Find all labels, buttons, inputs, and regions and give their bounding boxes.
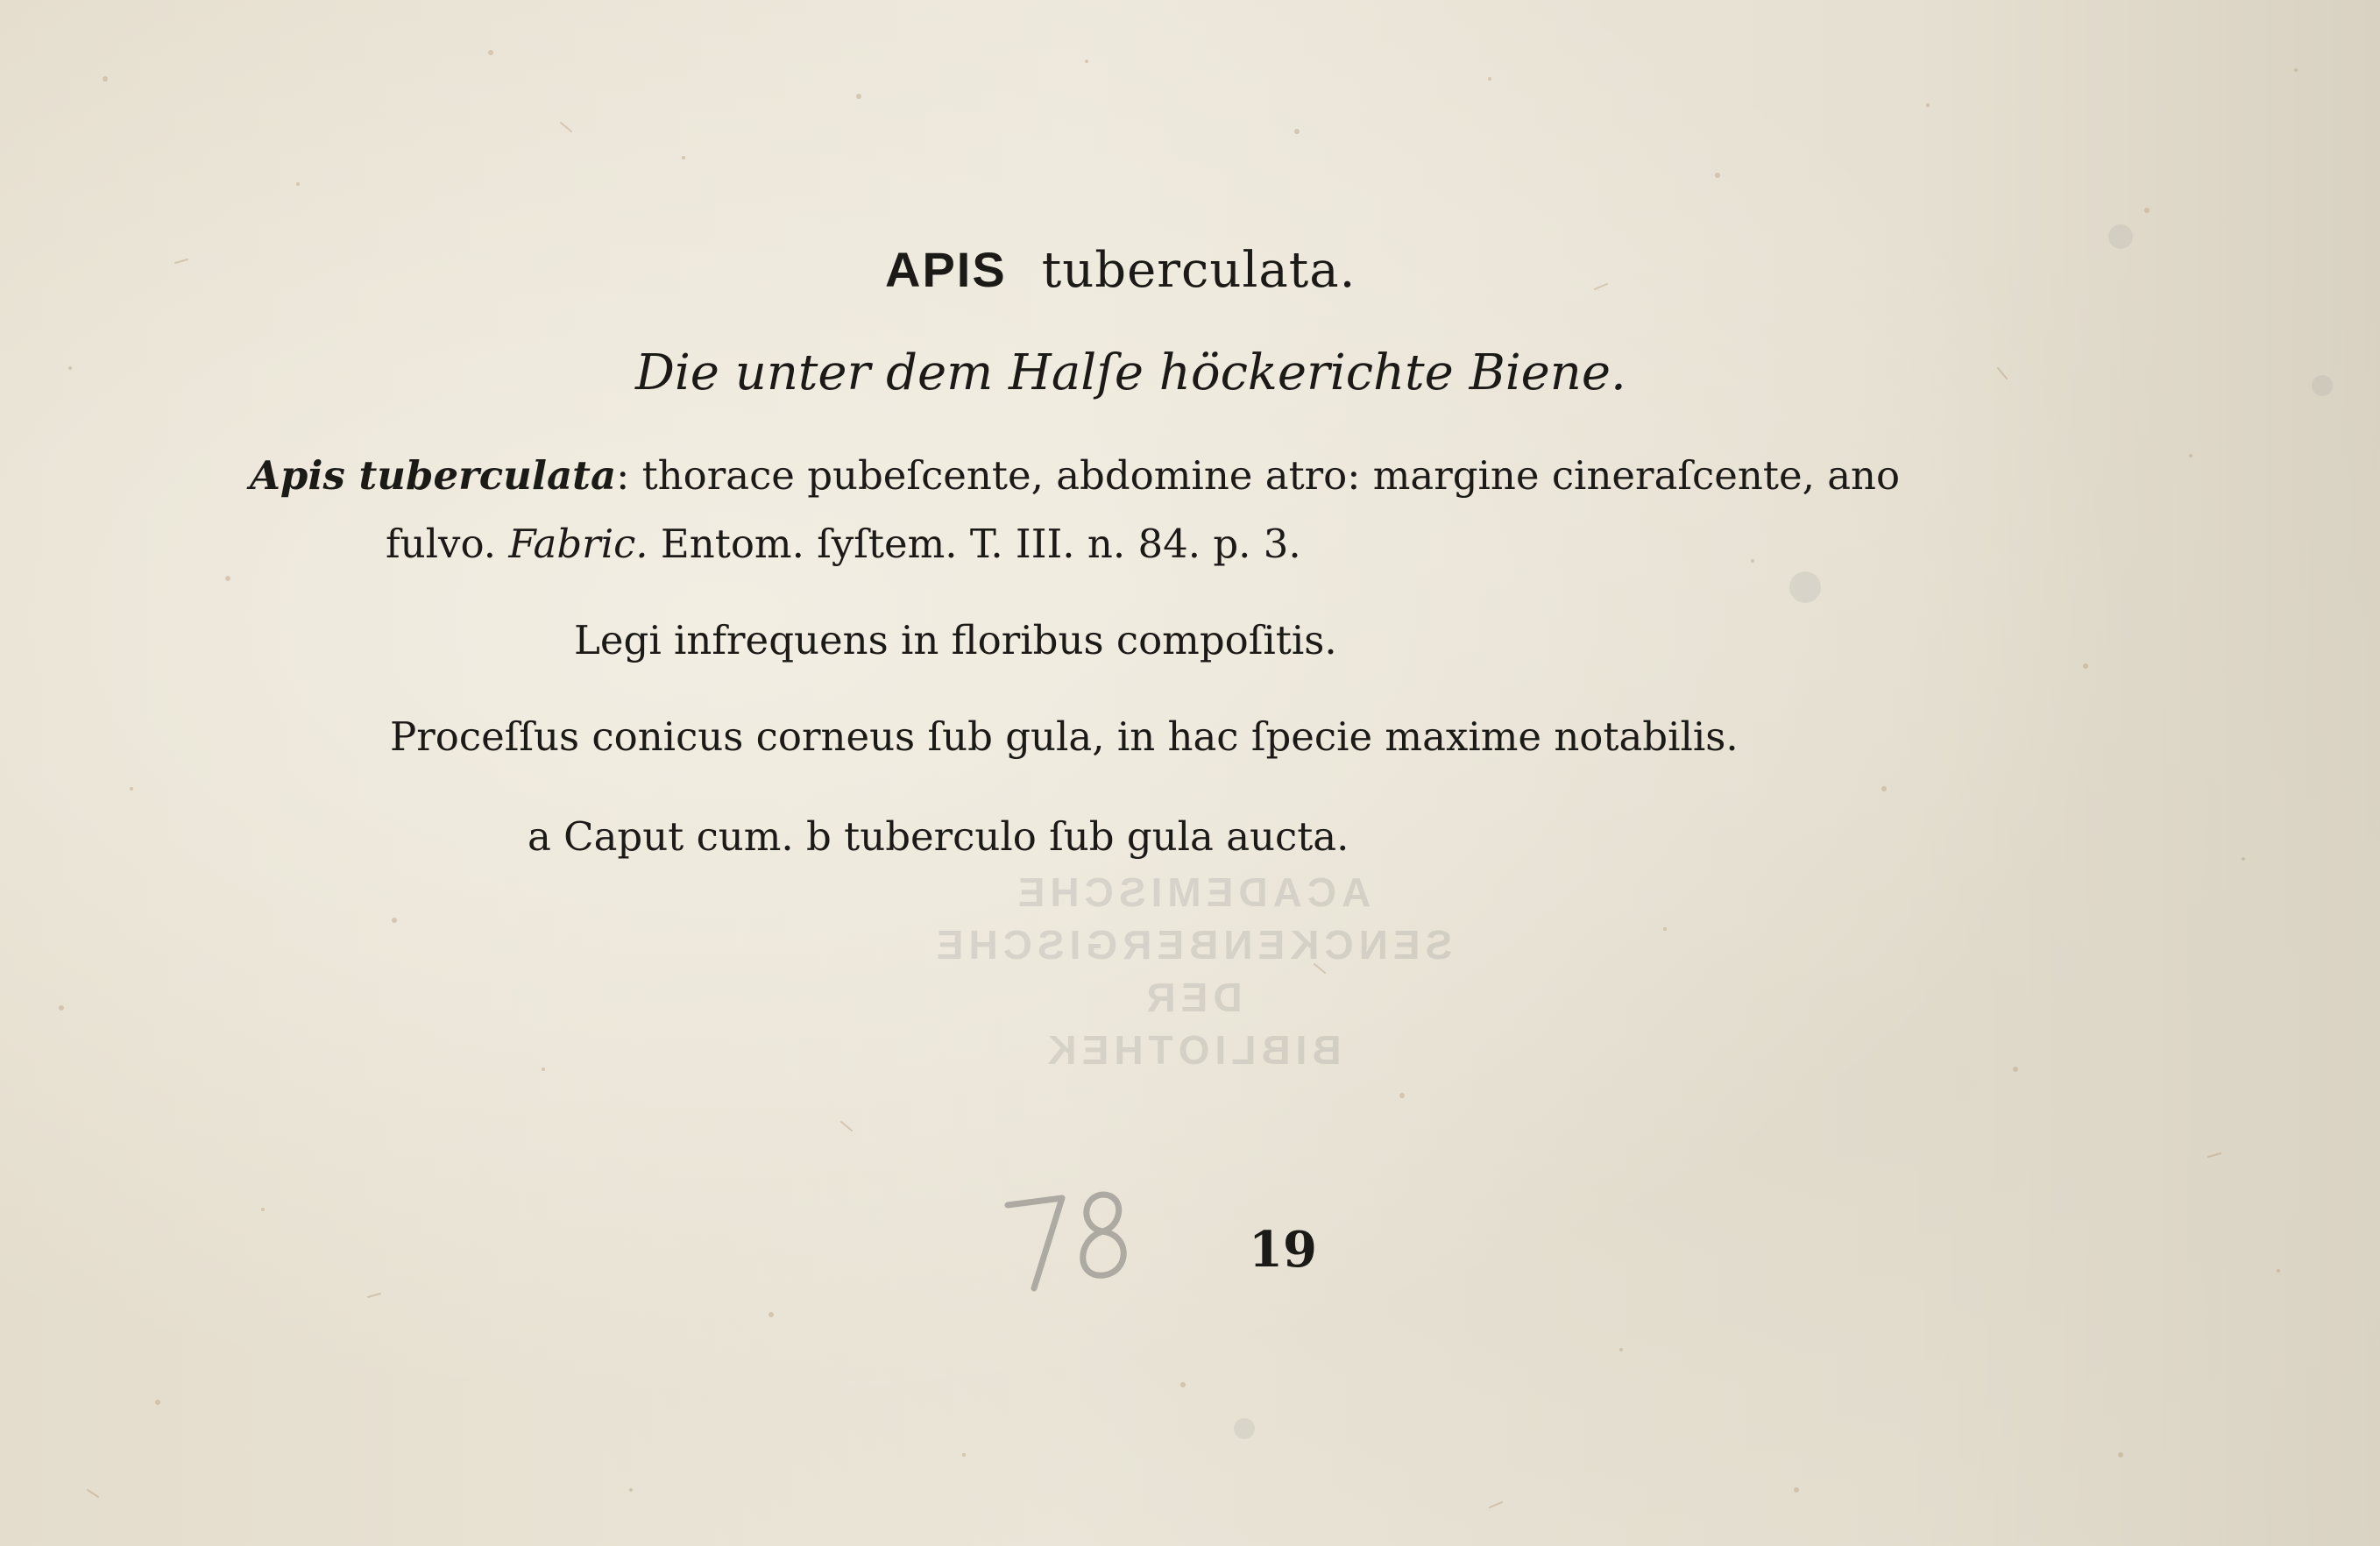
description-continuation: fulvo.	[386, 521, 497, 567]
page-number: 19	[1249, 1221, 1317, 1279]
citation-reference: Entom. ſyſtem. T. III. n. 84. p. 3.	[660, 521, 1301, 567]
library-stamp-bleedthrough: ACADEMISCHE SENCKENBERGISCHE DER BIBLIOTHEK	[931, 869, 1453, 1073]
description-lead: Apis tuberculata	[250, 452, 617, 499]
species-name: tuberculata.	[1041, 242, 1356, 299]
pencil-mark	[999, 1179, 1157, 1301]
species-heading	[885, 242, 1356, 299]
genus-name: APIS	[885, 242, 1007, 297]
description-text: : thorace pubeſcente, abdomine atro: margine cineraſcente, ano	[616, 452, 1901, 499]
description-line-1	[250, 452, 1901, 499]
description-line-2	[386, 521, 1301, 567]
habitat-note: Legi infrequens in floribus compoſitis.	[574, 617, 1337, 663]
morphology-note: Proceſſus conicus corneus ſub gula, in hac ſpecie maxime notabilis.	[390, 713, 1739, 760]
german-common-name: Die unter dem Halſe höckerichte Biene.	[635, 344, 1626, 401]
citation-author: Fabric.	[508, 521, 648, 567]
figure-caption: a Caput cum. b tuberculo ſub gula aucta.	[528, 813, 1349, 860]
